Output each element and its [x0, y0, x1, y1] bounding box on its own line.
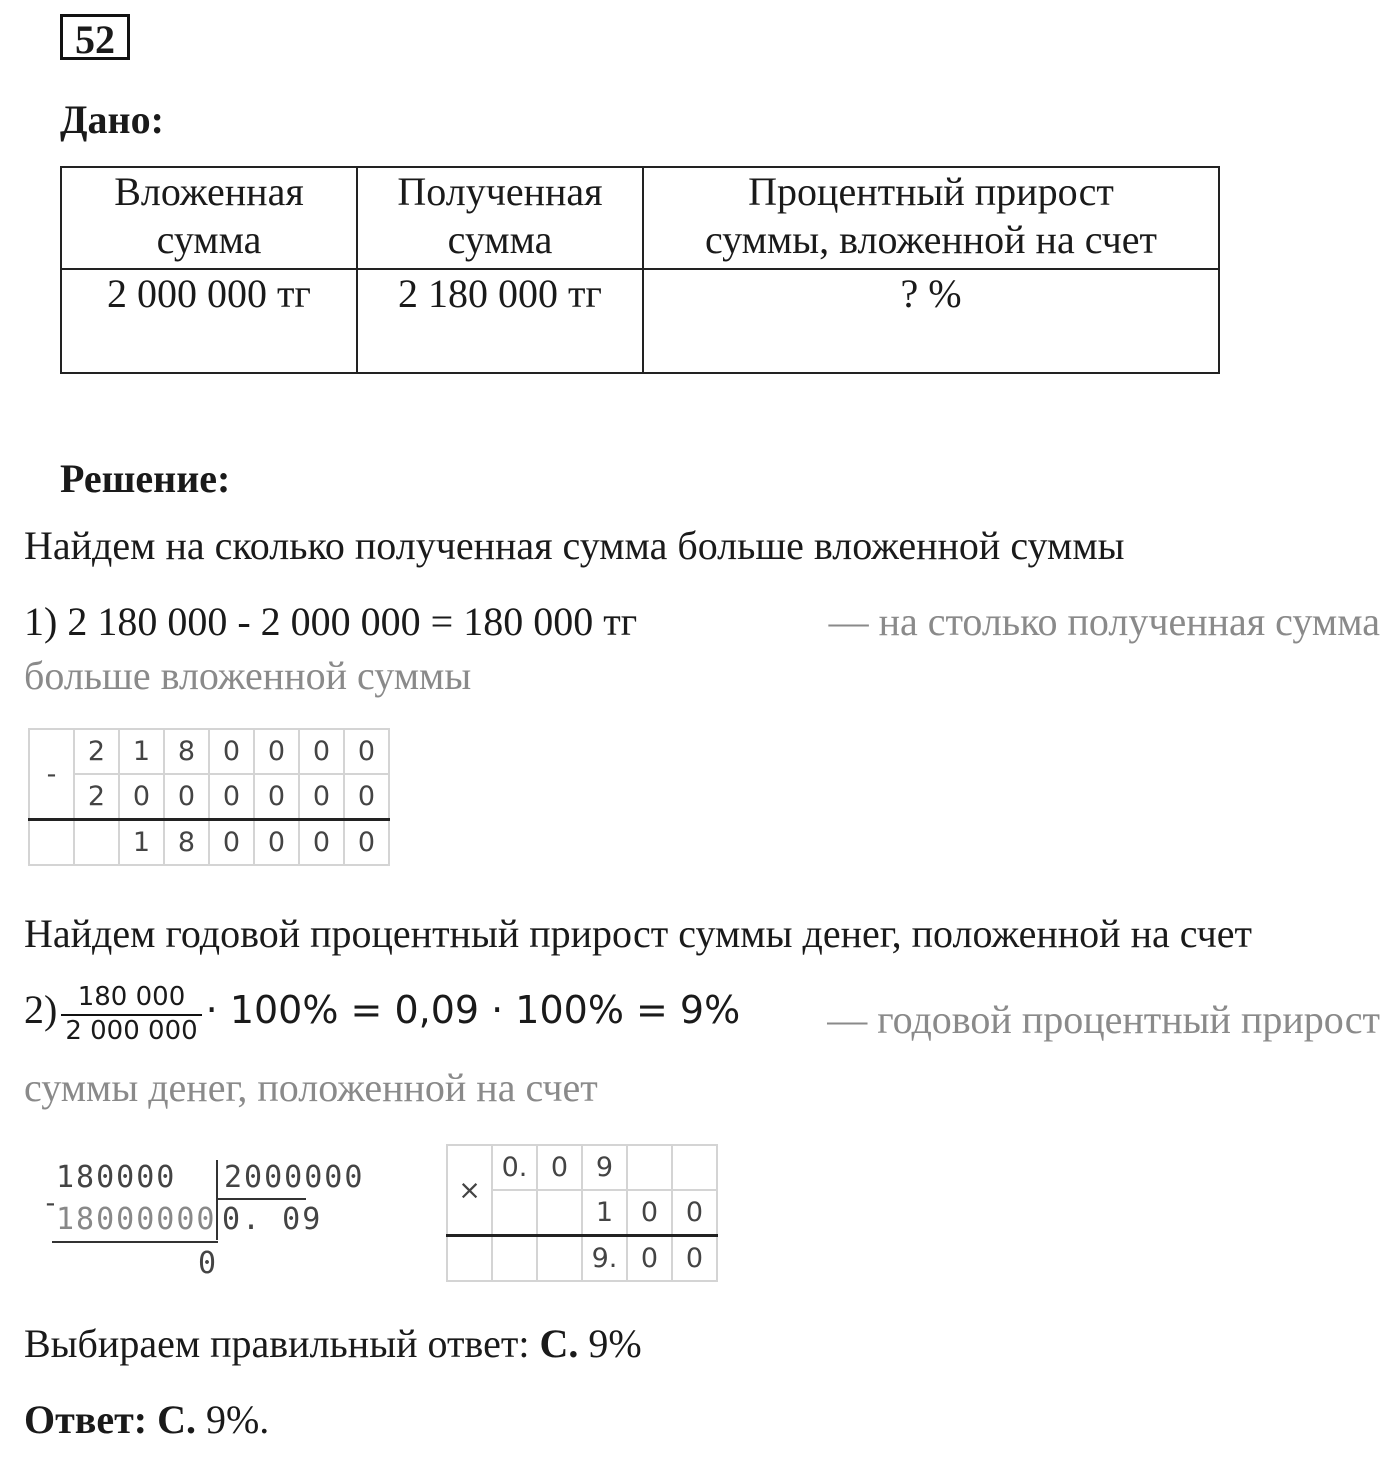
fraction-denominator: 2 000 000 — [65, 1016, 198, 1046]
digit: 0 — [344, 820, 389, 866]
header-invested-line1: Вложенная — [114, 169, 304, 214]
digit: 2 — [74, 729, 119, 774]
digit: 9 — [582, 1145, 627, 1190]
step2-intro: Найдем годовой процентный прирост суммы денег, положенной на счет — [24, 911, 1253, 956]
digit: 0 — [209, 729, 254, 774]
digit: 0 — [299, 820, 344, 866]
empty-cell — [74, 820, 119, 866]
step1-comment-line1: — на столько полученная сумма — [828, 599, 1380, 644]
digit: 0 — [209, 774, 254, 820]
digit — [492, 1236, 537, 1282]
empty-cell — [447, 1236, 492, 1282]
column-multiplication — [446, 1144, 718, 1282]
digit: 0 — [164, 774, 209, 820]
step2-label: 2) — [24, 987, 58, 1033]
digit: 8 — [164, 820, 209, 866]
times-sign: × — [447, 1145, 492, 1236]
given-heading: Дано: — [60, 97, 164, 142]
header-received-line2: сумма — [447, 217, 553, 262]
step2-comment-line1: — годовой процентный прирост — [827, 997, 1380, 1042]
digit: 0. — [492, 1145, 537, 1190]
digit — [672, 1145, 717, 1190]
digit: 0 — [254, 729, 299, 774]
subtraction-result-row — [29, 820, 389, 866]
division-underline — [52, 1241, 218, 1243]
header-percent — [643, 167, 1219, 269]
header-percent-line1: Процентный прирост — [748, 169, 1114, 214]
digit: 0 — [537, 1145, 582, 1190]
digit — [627, 1145, 672, 1190]
cell-invested: 2 000 000 тг — [61, 269, 357, 373]
column-subtraction — [28, 728, 390, 866]
digit: 9. — [582, 1236, 627, 1282]
digit: 1 — [582, 1190, 627, 1236]
given-table-header — [61, 167, 1219, 269]
digit: 2 — [74, 774, 119, 820]
digit: 0 — [627, 1236, 672, 1282]
step2-expression: · 100% = 0,09 · 100% = 9% — [205, 988, 741, 1033]
problem-number: 52 — [60, 14, 130, 60]
answer-option: С. — [147, 1397, 196, 1442]
step1-expression: 2 180 000 - 2 000 000 = 180 000 тг — [67, 599, 638, 644]
digit — [537, 1236, 582, 1282]
digit: 0 — [672, 1190, 717, 1236]
digit: 1 — [119, 729, 164, 774]
choose-answer-value: 9% — [578, 1321, 642, 1366]
digit: 0 — [344, 729, 389, 774]
digit: 0 — [672, 1236, 717, 1282]
given-table — [60, 166, 1220, 374]
remainder: 0 — [198, 1246, 217, 1281]
subtraction-subtrahend-row — [29, 774, 389, 820]
division-minus-sign: - — [42, 1186, 59, 1219]
cell-percent: ? % — [643, 269, 1219, 373]
header-received — [357, 167, 643, 269]
step1-comment-line2: больше вложенной суммы — [24, 653, 472, 698]
digit: 0 — [254, 820, 299, 866]
multiplication-result-row — [447, 1236, 717, 1282]
header-invested — [61, 167, 357, 269]
digit: 0 — [299, 729, 344, 774]
step1-intro: Найдем на сколько полученная сумма больше вложенной суммы — [24, 523, 1125, 568]
given-table-row — [61, 269, 1219, 373]
digit — [492, 1190, 537, 1236]
divisor: 2000000 — [224, 1160, 365, 1195]
digit: 0 — [344, 774, 389, 820]
division-bracket-vertical — [216, 1160, 218, 1240]
digit: 0 — [119, 774, 164, 820]
digit: 8 — [164, 729, 209, 774]
digit: 0 — [299, 774, 344, 820]
digit: 0 — [627, 1190, 672, 1236]
multiplication-row1 — [447, 1145, 717, 1190]
digit: 1 — [119, 820, 164, 866]
step1-label: 1) — [24, 599, 58, 644]
header-invested-line2: сумма — [156, 217, 262, 262]
subtracted-value: 18000000 — [56, 1202, 217, 1237]
answer-line — [24, 1396, 269, 1443]
step1-line — [24, 598, 1380, 645]
digit: 0 — [209, 820, 254, 866]
digit — [537, 1190, 582, 1236]
fraction — [61, 982, 201, 1046]
minus-sign: - — [29, 729, 74, 820]
step2-comment-line2: суммы денег, положенной на счет — [24, 1065, 598, 1110]
fraction-numerator: 180 000 — [61, 982, 201, 1016]
answer-label: Ответ: — [24, 1397, 148, 1442]
cell-received: 2 180 000 тг — [357, 269, 643, 373]
dividend: 180000 — [56, 1160, 177, 1195]
header-percent-line2: суммы, вложенной на счет — [704, 217, 1158, 262]
answer-value: 9%. — [195, 1397, 270, 1442]
choose-answer-text: Выбираем правильный ответ: — [24, 1321, 540, 1366]
solution-heading: Решение: — [60, 456, 231, 501]
header-received-line1: Полученная — [397, 169, 603, 214]
division-bracket-horizontal — [216, 1198, 306, 1200]
choose-answer-line — [24, 1320, 642, 1367]
choose-answer-option: С. — [539, 1321, 579, 1366]
quotient: 0. 09 — [222, 1202, 323, 1237]
step2-line — [24, 982, 1380, 1046]
subtraction-minuend-row — [29, 729, 389, 774]
empty-cell — [29, 820, 74, 866]
digit: 0 — [254, 774, 299, 820]
